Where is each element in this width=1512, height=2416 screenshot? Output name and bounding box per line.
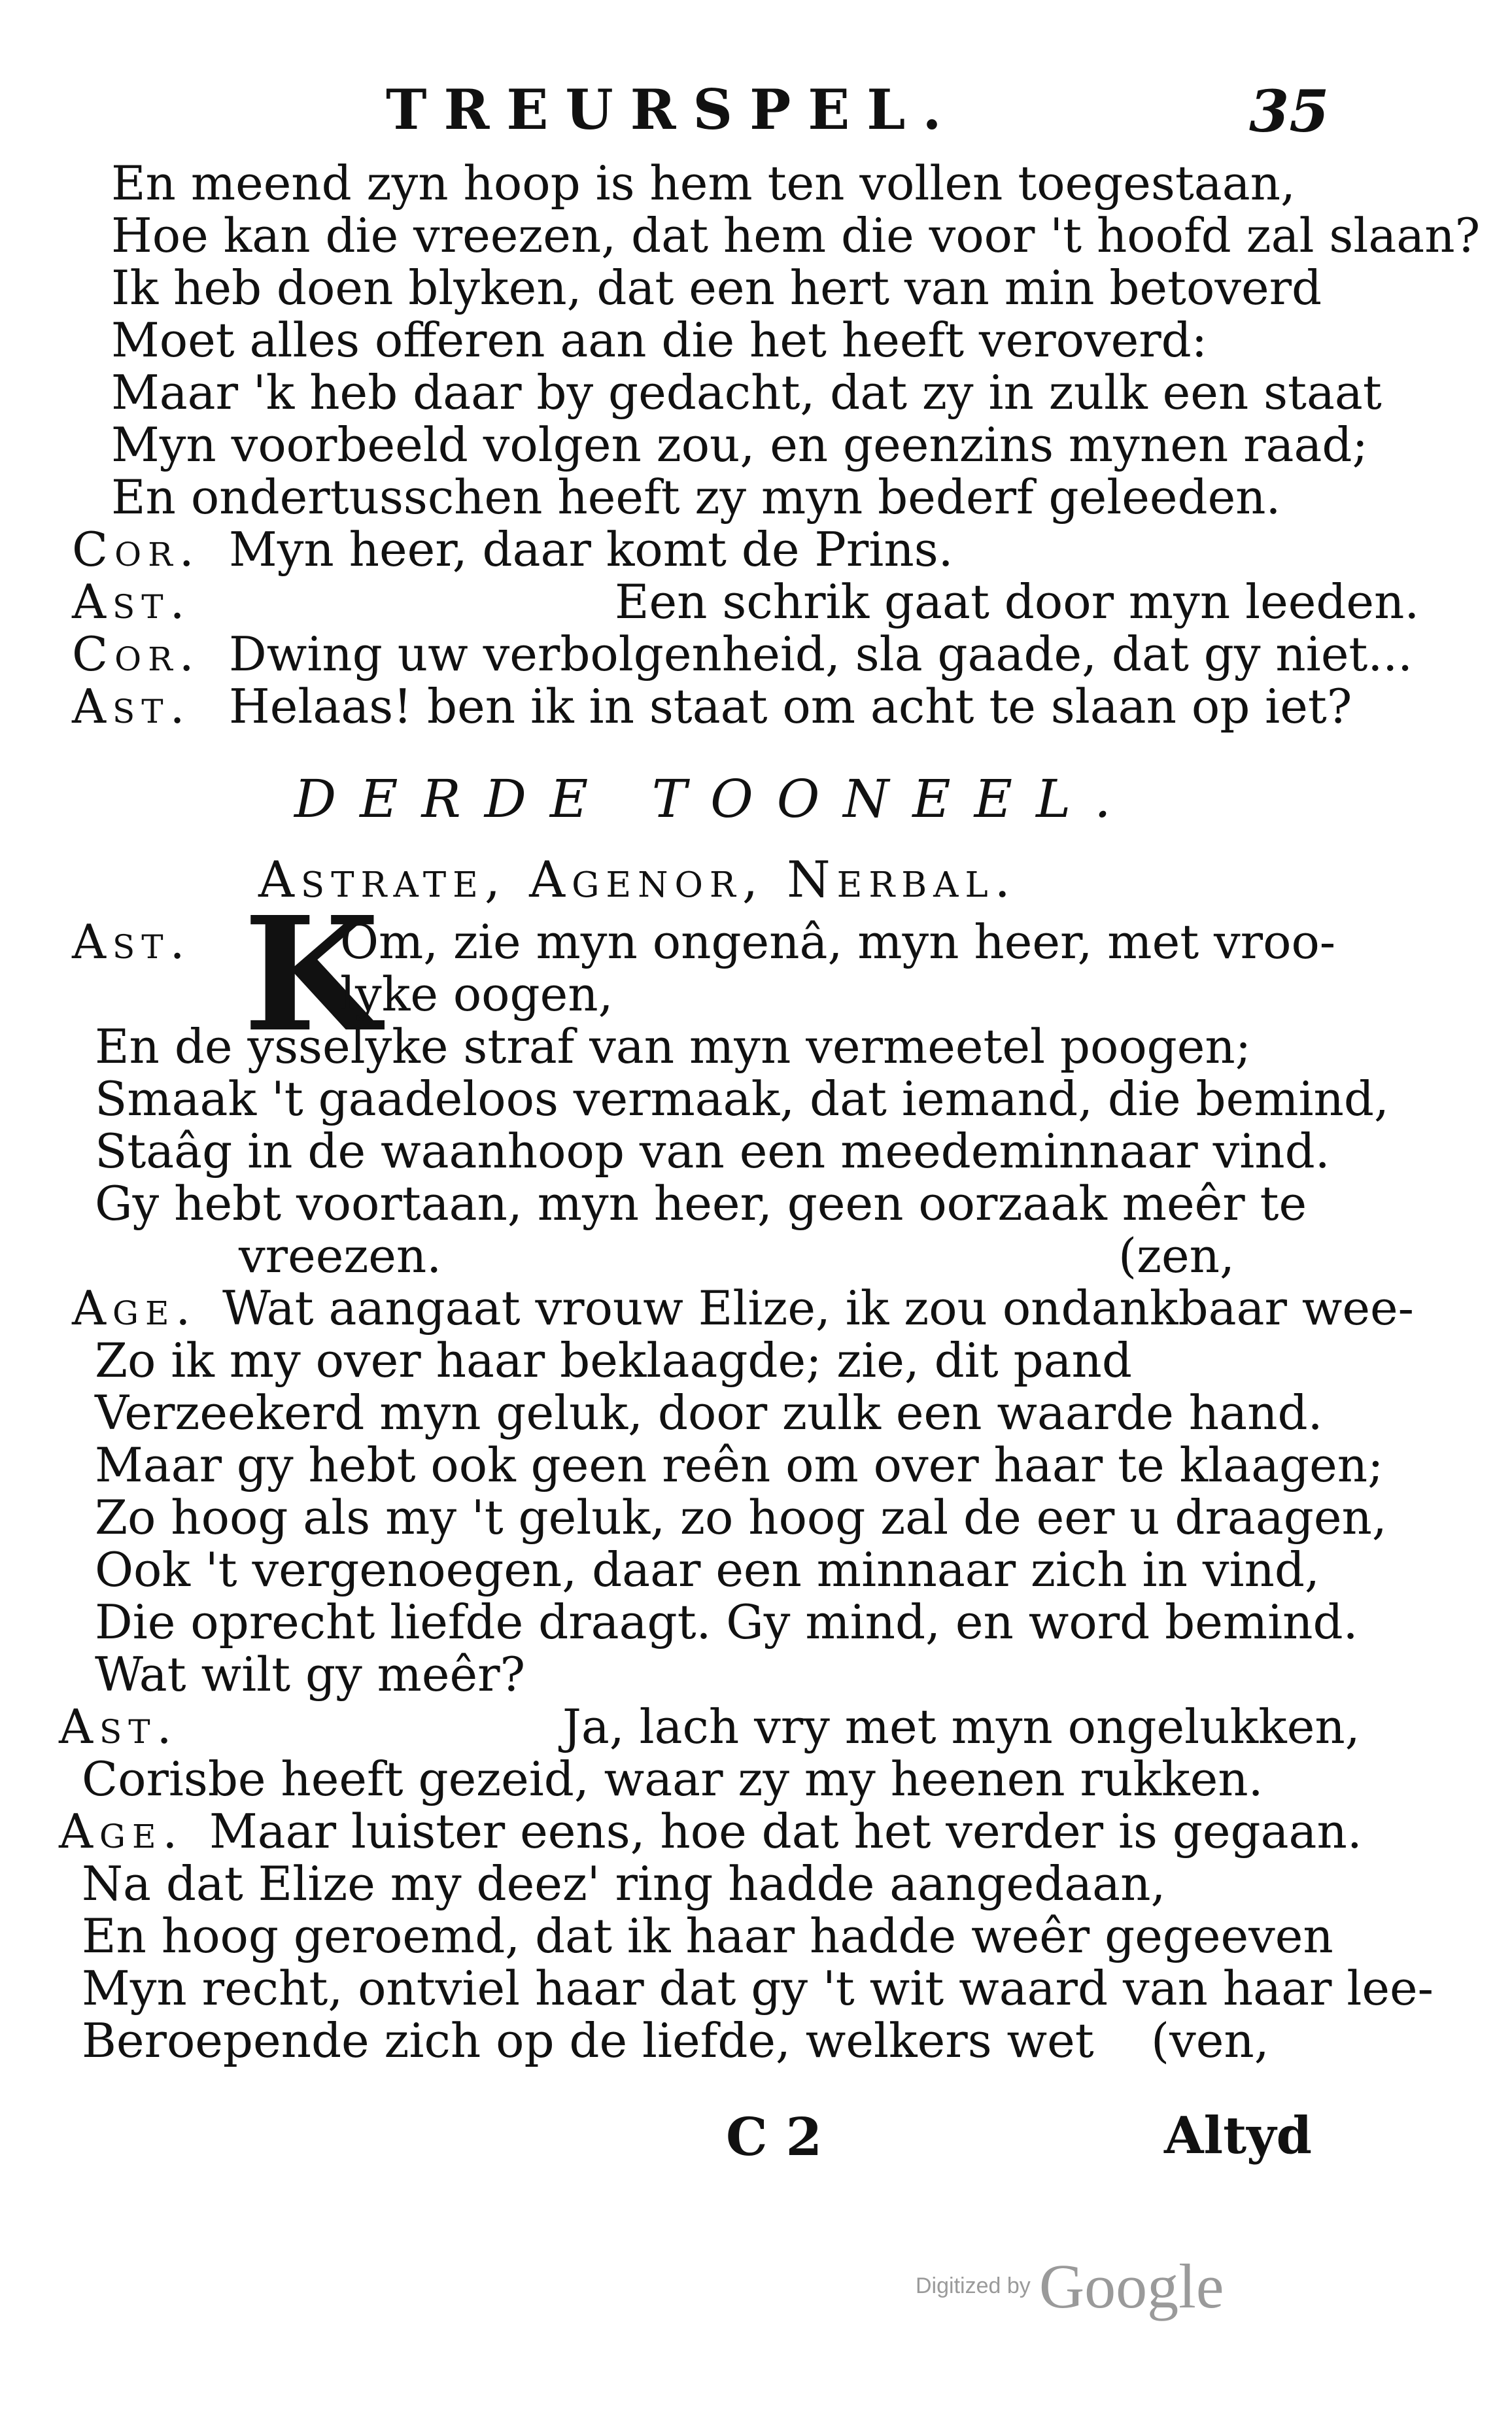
running-title: TREURSPEL. — [386, 77, 959, 142]
google-logo: Google — [1039, 2251, 1224, 2321]
verse-line: En meend zyn hoop is hem ten vollen toegestaan, — [111, 156, 1296, 211]
verse-text: Ja, lach vry met myn ongelukken, — [562, 1699, 1360, 1754]
verse-line: Zo ik my over haar beklaagde; zie, dit pand — [95, 1333, 1133, 1388]
digitized-watermark — [916, 2250, 1224, 2322]
verse-line: Staâg in de waanhoop van een meedeminnaar vind. — [95, 1124, 1330, 1179]
speaker-label: Cor. — [72, 522, 201, 577]
verse-text: Maar luister eens, hoe dat het verder is gegaan. — [209, 1804, 1362, 1859]
verse-line: (ven, — [1151, 2013, 1269, 2068]
speech-line — [72, 1281, 1414, 1336]
verse-line: En de ysselyke straf van myn vermeetel poogen; — [95, 1019, 1252, 1074]
verse-line: Beroepende zich op de liefde, welkers wet — [82, 2013, 1094, 2068]
verse-line: Wat wilt gy meêr? — [95, 1647, 526, 1702]
speaker-label: Age. — [59, 1804, 184, 1859]
verse-text: Helaas! ben ik in staat om acht te slaan op iet? — [229, 679, 1352, 734]
page-header — [0, 77, 1512, 149]
speaker-label: Ast. — [72, 914, 192, 969]
speaker-label: Ast. — [59, 1699, 179, 1754]
verse-line: Die oprecht liefde draagt. Gy mind, en word bemind. — [95, 1595, 1358, 1649]
speech-line — [72, 574, 1420, 629]
verse-line: Smaak 't gaadeloos vermaak, dat iemand, die bemind, — [95, 1071, 1389, 1126]
drop-cap: K — [243, 882, 380, 1067]
speech-line — [72, 916, 192, 968]
verse-line: Maar 'k heb daar by gedacht, dat zy in zulk een staat — [111, 365, 1382, 420]
watermark-caption: Digitized by — [916, 2273, 1031, 2298]
speech-line — [59, 1804, 1362, 1859]
verse-line: Gy hebt voortaan, myn heer, geen oorzaak meêr te — [95, 1176, 1307, 1231]
speaker-label: Ast. — [72, 574, 192, 629]
verse-line: (zen, — [1118, 1228, 1235, 1283]
verse-line: Maar gy hebt ook geen reên om over haar te klaagen; — [95, 1438, 1384, 1493]
verse-line: Ook 't vergenoegen, daar een minnaar zich in vind, — [95, 1542, 1320, 1597]
verse-line: Ik heb doen blyken, dat een hert van min betoverd — [111, 260, 1322, 315]
verse-line: Hoe kan die vreezen, dat hem die voor 't hoofd zal slaan? — [111, 208, 1481, 263]
verse-line: lyke oogen, — [340, 967, 613, 1022]
verse-text: Wat aangaat vrouw Elize, ik zou ondankbaar wee- — [222, 1281, 1414, 1336]
verse-line: Moet alles offeren aan die het heeft veroverd: — [111, 313, 1208, 368]
speech-line — [72, 679, 1352, 734]
speaker-label: Ast. — [72, 679, 192, 734]
verse-text: Dwing uw verbolgenheid, sla gaade, dat gy niet... — [229, 627, 1413, 682]
verse-line: Myn recht, ontviel haar dat gy 't wit waard van haar lee- — [82, 1961, 1434, 2016]
catchword: Altyd — [1164, 2106, 1313, 2166]
verse-text: Myn heer, daar komt de Prins. — [229, 522, 954, 577]
signature-mark: C 2 — [726, 2106, 823, 2167]
verse-line: En hoog geroemd, dat ik haar hadde weêr gegeeven — [82, 1908, 1333, 1963]
speaker-label: Cor. — [72, 627, 201, 682]
cast-list: Astrate, Agenor, Nerbal. — [258, 850, 1017, 908]
speaker-label: Age. — [72, 1281, 198, 1336]
verse-line: En ondertusschen heeft zy myn bederf geleeden. — [111, 470, 1281, 525]
verse-line: Na dat Elize my deez' ring hadde aangedaan, — [82, 1856, 1166, 1911]
speech-line — [72, 522, 954, 577]
speech-line — [59, 1699, 1360, 1754]
verse-line: Zo hoog als my 't geluk, zo hoog zal de eer u draagen, — [95, 1490, 1387, 1545]
page-number: 35 — [1249, 77, 1330, 145]
verse-line: Om, zie myn ongenâ, myn heer, met vroo- — [340, 914, 1336, 969]
verse-line: Myn voorbeeld volgen zou, en geenzins mynen raad; — [111, 417, 1368, 472]
verse-line: Corisbe heeft gezeid, waar zy my heenen rukken. — [82, 1752, 1263, 1806]
verse-line: vreezen. — [239, 1228, 442, 1283]
verse-text: Een schrik gaat door myn leeden. — [615, 574, 1420, 629]
verse-line: Verzeekerd myn geluk, door zulk een waarde hand. — [95, 1385, 1323, 1440]
speech-line — [72, 627, 1413, 682]
scene-title: DERDE TOONEEL. — [294, 768, 1135, 829]
